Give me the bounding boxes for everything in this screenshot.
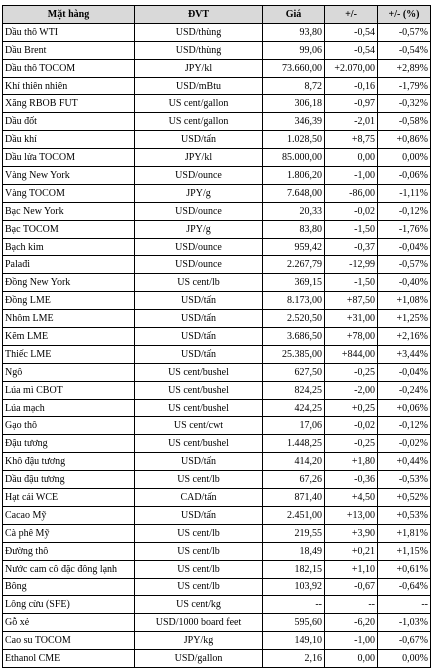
commodity-name: Xăng RBOB FUT [3,95,135,113]
table-row [3,453,431,471]
table-row [3,292,431,310]
change-percent-cell: -0,04% [378,363,431,381]
commodity-price-table [2,5,431,668]
change-cell: -0,02 [325,202,378,220]
change-cell: -1,00 [325,167,378,185]
commodity-name: Khí thiên nhiên [3,77,135,95]
change-cell: +1,10 [325,560,378,578]
table-row [3,23,431,41]
price-cell: 1.806,20 [263,167,325,185]
commodity-name: Lúa mạch [3,399,135,417]
change-percent-cell: -0,06% [378,167,431,185]
change-percent-cell: -0,64% [378,578,431,596]
table-row [3,524,431,542]
change-percent-cell: +3,44% [378,345,431,363]
change-cell: +8,75 [325,131,378,149]
commodity-name: Nước cam cô đặc đông lạnh [3,560,135,578]
change-percent-cell: +0,61% [378,560,431,578]
table-row [3,489,431,507]
table-row [3,256,431,274]
table-row [3,113,431,131]
commodity-name: Ethanol CME [3,650,135,668]
price-cell: 8.173,00 [263,292,325,310]
unit-cell: US cent/lb [135,560,263,578]
unit-cell: USD/tấn [135,292,263,310]
table-row [3,542,431,560]
commodity-name: Kẽm LME [3,328,135,346]
change-cell: -0,02 [325,417,378,435]
change-cell: +2.070,00 [325,59,378,77]
change-percent-cell: -1,76% [378,220,431,238]
price-cell: 103,92 [263,578,325,596]
table-row [3,202,431,220]
commodity-name: Dầu lửa TOCOM [3,149,135,167]
commodity-name: Bông [3,578,135,596]
price-cell: 182,15 [263,560,325,578]
commodity-name: Ngô [3,363,135,381]
table-row [3,614,431,632]
unit-cell: USD/tấn [135,453,263,471]
commodity-name: Đường thô [3,542,135,560]
table-row [3,471,431,489]
change-cell: +0,25 [325,399,378,417]
commodity-name: Lông cừu (SFE) [3,596,135,614]
commodity-name: Lúa mì CBOT [3,381,135,399]
unit-cell: JPY/g [135,184,263,202]
change-cell: -12,99 [325,256,378,274]
commodity-name: Vàng New York [3,167,135,185]
header-change: +/- [325,6,378,24]
change-percent-cell: -0,67% [378,632,431,650]
price-cell: 871,40 [263,489,325,507]
commodity-name: Dầu thô WTI [3,23,135,41]
unit-cell: US cent/bushel [135,399,263,417]
change-percent-cell: +0,52% [378,489,431,507]
price-cell: 85.000,00 [263,149,325,167]
header-unit: ĐVT [135,6,263,24]
table-row [3,399,431,417]
price-cell: 824,25 [263,381,325,399]
change-percent-cell: -1,03% [378,614,431,632]
commodity-name: Đồng LME [3,292,135,310]
table-row [3,381,431,399]
unit-cell: US cent/bushel [135,363,263,381]
commodity-name: Dầu đốt [3,113,135,131]
unit-cell: USD/ounce [135,167,263,185]
price-cell: 25.385,00 [263,345,325,363]
change-percent-cell: -0,54% [378,41,431,59]
unit-cell: US cent/bushel [135,435,263,453]
unit-cell: USD/thùng [135,23,263,41]
change-cell: -0,37 [325,238,378,256]
change-percent-cell: -1,79% [378,77,431,95]
header-row [3,6,431,24]
change-percent-cell: +0,86% [378,131,431,149]
price-cell: 83,80 [263,220,325,238]
price-cell: 306,18 [263,95,325,113]
change-percent-cell: -0,57% [378,256,431,274]
unit-cell: US cent/lb [135,274,263,292]
change-percent-cell: -0,32% [378,95,431,113]
price-cell: 73.660,00 [263,59,325,77]
change-percent-cell: -0,40% [378,274,431,292]
commodity-name: Palađi [3,256,135,274]
commodity-name: Hạt cải WCE [3,489,135,507]
commodity-name: Đậu tương [3,435,135,453]
price-cell: -- [263,596,325,614]
change-cell: +4,50 [325,489,378,507]
change-cell: +844,00 [325,345,378,363]
table-body [3,23,431,667]
price-cell: 3.686,50 [263,328,325,346]
price-cell: 1.028,50 [263,131,325,149]
price-cell: 67,26 [263,471,325,489]
table-row [3,310,431,328]
table-row [3,578,431,596]
unit-cell: USD/gallon [135,650,263,668]
header-commodity: Mặt hàng [3,6,135,24]
change-cell: -0,97 [325,95,378,113]
change-percent-cell: +0,53% [378,506,431,524]
table-row [3,596,431,614]
table-row [3,167,431,185]
unit-cell: US cent/lb [135,542,263,560]
commodity-name: Cacao Mỹ [3,506,135,524]
change-cell: -1,00 [325,632,378,650]
commodity-name: Dầu thô TOCOM [3,59,135,77]
change-percent-cell: -0,24% [378,381,431,399]
change-percent-cell: +1,25% [378,310,431,328]
commodity-name: Cao su TOCOM [3,632,135,650]
change-cell: -0,36 [325,471,378,489]
price-cell: 1.448,25 [263,435,325,453]
commodity-name: Đồng New York [3,274,135,292]
change-cell: -0,67 [325,578,378,596]
table-row [3,149,431,167]
price-cell: 627,50 [263,363,325,381]
change-cell: +78,00 [325,328,378,346]
unit-cell: USD/ounce [135,238,263,256]
change-cell: -0,25 [325,363,378,381]
commodity-name: Dầu đậu tương [3,471,135,489]
commodity-name: Thiếc LME [3,345,135,363]
change-cell: -86,00 [325,184,378,202]
price-cell: 18,49 [263,542,325,560]
unit-cell: US cent/lb [135,524,263,542]
change-percent-cell: -0,57% [378,23,431,41]
change-percent-cell: +0,06% [378,399,431,417]
commodity-name: Nhôm LME [3,310,135,328]
change-percent-cell: -1,11% [378,184,431,202]
unit-cell: US cent/cwt [135,417,263,435]
table-row [3,41,431,59]
unit-cell: US cent/gallon [135,113,263,131]
price-cell: 149,10 [263,632,325,650]
change-cell: -2,00 [325,381,378,399]
change-cell: 0,00 [325,650,378,668]
change-percent-cell: +1,08% [378,292,431,310]
change-percent-cell: +0,44% [378,453,431,471]
price-cell: 2.267,79 [263,256,325,274]
table-row [3,435,431,453]
change-percent-cell: -0,53% [378,471,431,489]
change-cell: -0,16 [325,77,378,95]
commodity-name: Gỗ xẻ [3,614,135,632]
price-cell: 959,42 [263,238,325,256]
price-cell: 219,55 [263,524,325,542]
unit-cell: USD/ounce [135,202,263,220]
unit-cell: USD/1000 board feet [135,614,263,632]
unit-cell: USD/mBtu [135,77,263,95]
unit-cell: USD/tấn [135,131,263,149]
unit-cell: USD/tấn [135,328,263,346]
table-row [3,184,431,202]
change-cell: -2,01 [325,113,378,131]
commodity-name: Dầu khí [3,131,135,149]
unit-cell: US cent/kg [135,596,263,614]
commodity-name: Khô đậu tương [3,453,135,471]
price-cell: 2.451,00 [263,506,325,524]
price-cell: 2.520,50 [263,310,325,328]
commodity-name: Gạo thô [3,417,135,435]
table-row [3,59,431,77]
unit-cell: US cent/lb [135,471,263,489]
change-cell: +0,21 [325,542,378,560]
table-row [3,131,431,149]
table-row [3,632,431,650]
price-cell: 20,33 [263,202,325,220]
commodity-name: Cà phê Mỹ [3,524,135,542]
table-row [3,238,431,256]
commodity-name: Bạch kim [3,238,135,256]
header-change-percent: +/- (%) [378,6,431,24]
change-cell: -0,25 [325,435,378,453]
change-cell: -6,20 [325,614,378,632]
unit-cell: US cent/gallon [135,95,263,113]
table-row [3,650,431,668]
unit-cell: JPY/kg [135,632,263,650]
unit-cell: CAD/tấn [135,489,263,507]
change-cell: -0,54 [325,41,378,59]
change-cell: 0,00 [325,149,378,167]
unit-cell: USD/tấn [135,506,263,524]
table-row [3,77,431,95]
price-cell: 2,16 [263,650,325,668]
commodity-name: Dầu Brent [3,41,135,59]
change-percent-cell: -0,02% [378,435,431,453]
change-percent-cell: +1,81% [378,524,431,542]
price-cell: 99,06 [263,41,325,59]
table-row [3,274,431,292]
table-row [3,328,431,346]
unit-cell: USD/ounce [135,256,263,274]
change-cell: +1,80 [325,453,378,471]
change-percent-cell: -0,12% [378,417,431,435]
price-cell: 17,06 [263,417,325,435]
unit-cell: JPY/g [135,220,263,238]
change-percent-cell: 0,00% [378,650,431,668]
price-cell: 414,20 [263,453,325,471]
change-percent-cell: +2,16% [378,328,431,346]
commodity-name: Vàng TOCOM [3,184,135,202]
change-cell: +3,90 [325,524,378,542]
change-percent-cell: -0,58% [378,113,431,131]
table-row [3,560,431,578]
change-percent-cell: -0,12% [378,202,431,220]
change-percent-cell: -- [378,596,431,614]
change-cell: -1,50 [325,274,378,292]
unit-cell: US cent/bushel [135,381,263,399]
change-percent-cell: +1,15% [378,542,431,560]
commodity-name: Bạc TOCOM [3,220,135,238]
commodity-name: Bạc New York [3,202,135,220]
change-percent-cell: +2,89% [378,59,431,77]
table-row [3,345,431,363]
change-percent-cell: 0,00% [378,149,431,167]
table-row [3,220,431,238]
price-cell: 93,80 [263,23,325,41]
change-cell: +31,00 [325,310,378,328]
unit-cell: USD/tấn [135,345,263,363]
table-row [3,95,431,113]
unit-cell: US cent/lb [135,578,263,596]
unit-cell: USD/tấn [135,310,263,328]
table-row [3,363,431,381]
change-percent-cell: -0,04% [378,238,431,256]
change-cell: +87,50 [325,292,378,310]
price-cell: 7.648,00 [263,184,325,202]
header-price: Giá [263,6,325,24]
unit-cell: USD/thùng [135,41,263,59]
change-cell: -- [325,596,378,614]
table-row [3,506,431,524]
price-cell: 424,25 [263,399,325,417]
price-cell: 346,39 [263,113,325,131]
price-cell: 595,60 [263,614,325,632]
price-cell: 8,72 [263,77,325,95]
price-cell: 369,15 [263,274,325,292]
unit-cell: JPY/kl [135,59,263,77]
table-row [3,417,431,435]
change-cell: +13,00 [325,506,378,524]
unit-cell: JPY/kl [135,149,263,167]
change-cell: -0,54 [325,23,378,41]
change-cell: -1,50 [325,220,378,238]
